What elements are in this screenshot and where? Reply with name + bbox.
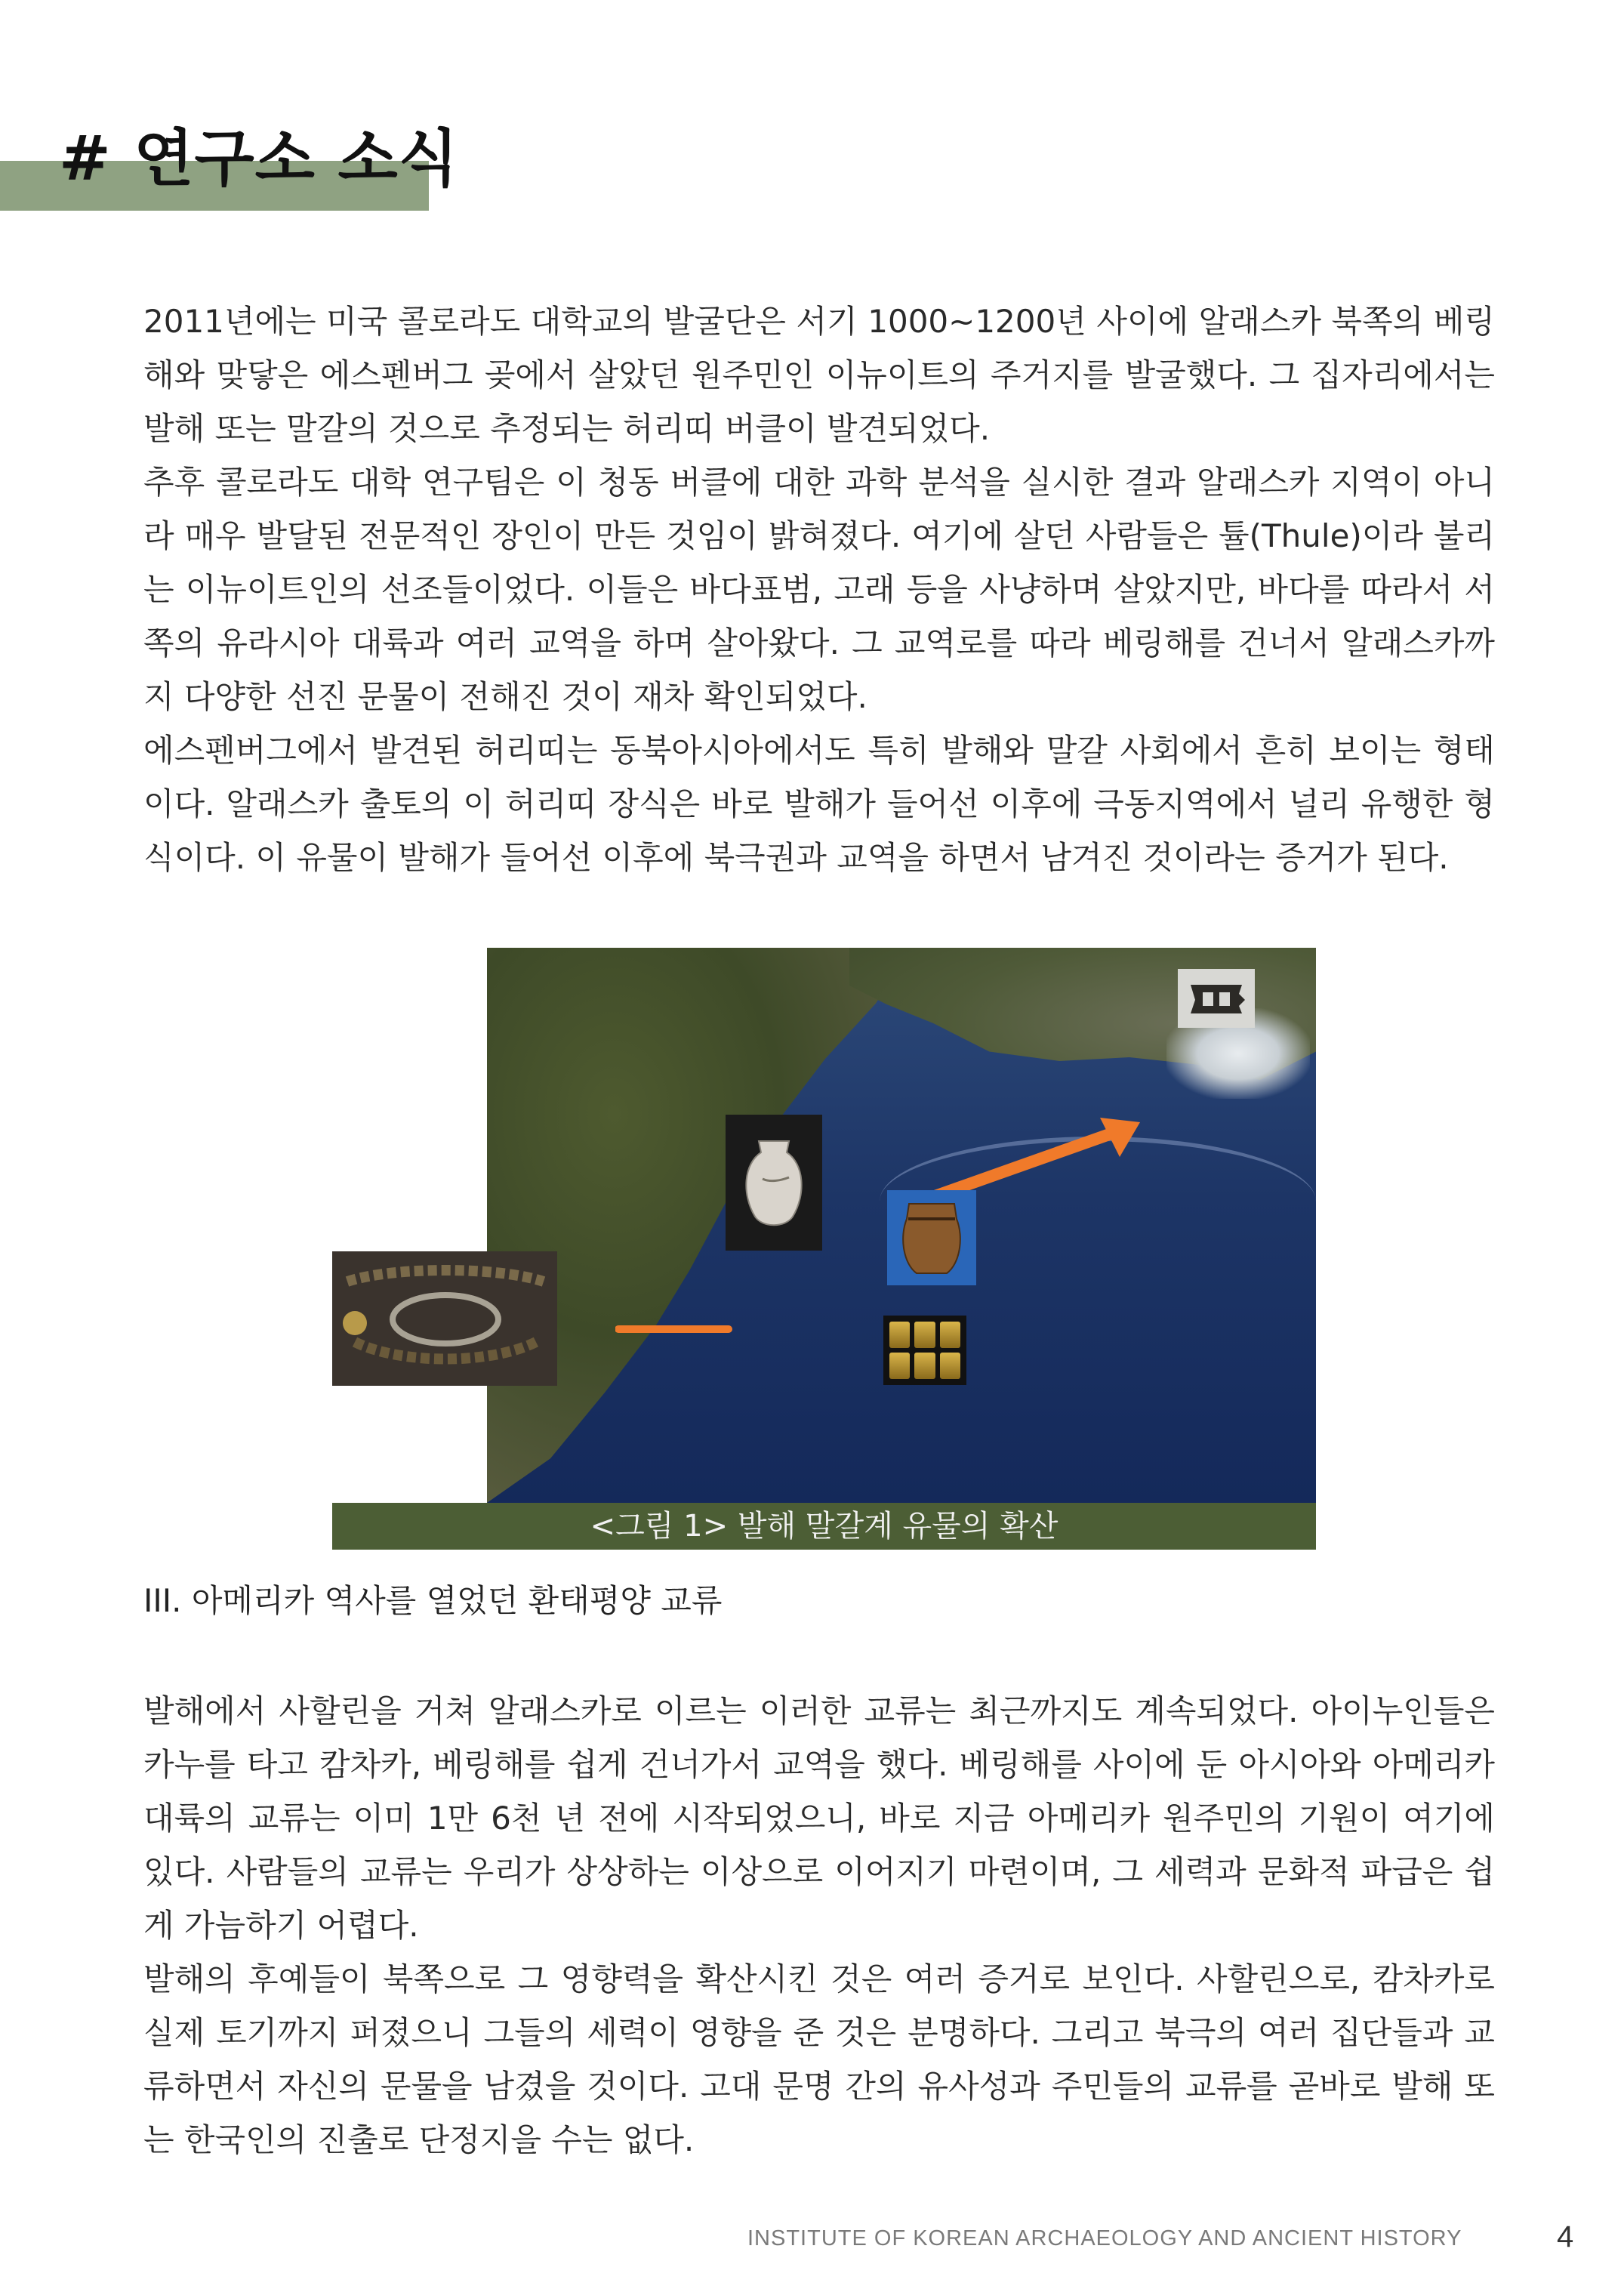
belt-plaque: [889, 1322, 910, 1348]
page-number: 4: [1557, 2220, 1574, 2253]
necklace-icon: [332, 1251, 557, 1386]
belt-plaque: [940, 1322, 960, 1348]
jar-icon: [740, 1134, 808, 1232]
belt-plaque: [940, 1353, 960, 1379]
body-paragraph-2: 추후 콜로라도 대학 연구팀은 이 청동 버클에 대한 과학 분석을 실시한 결과 알래스카 지역이 아니라 매우 발달된 전문적인 장인이 만든 것임이 밝혀졌다. 여기에 살던 사람들은 튤(Thule)이라 불리는 이뉴이트인의 선조들이었다. 이들은 바다표범, 고래 등을 사냥하며 살았지만, 바다를 따라서 서쪽의 유라시아 대륙과 여러 교역을 하며 살아왔다. 그 교역로를 따라 베링해를 건너서 알래스카까지 다양한 선진 문물이 전해진 것이 재차 확인되었다.: [143, 464, 1495, 715]
map-image: [487, 948, 1316, 1503]
necklace-photo: [332, 1251, 557, 1386]
body-paragraph-5: 발해의 후예들이 북쪽으로 그 영향력을 확산시킨 것은 여러 증거로 보인다. 사할린으로, 캄차카로 실제 토기까지 퍼졌으니 그들의 세력이 영향을 준 것은 분명하다. 그리고 북극의 여러 집단들과 교류하면서 자신의 문물을 남겼을 것이다. 고대 문명 간의 유사성과 주민들의 교류를 곧바로 발해 또는 한국인의 진출로 단정지을 수는 없다.: [143, 1960, 1495, 2158]
body-paragraph-1: 2011년에는 미국 콜로라도 대학교의 발굴단은 서기 1000~1200년 사이에 알래스카 북쪽의 베링해와 맞닿은 에스펜버그 곶에서 살았던 원주민인 이뉴이트의 주거지를 발굴했다. 그 집자리에서는 발해 또는 말갈의 것으로 추정되는 허리띠 버클이 발견되었다.: [143, 303, 1495, 447]
section-heading: III. 아메리카 역사를 열었던 환태평양 교류: [143, 1582, 723, 1619]
body-paragraph-3: 에스펜버그에서 발견된 허리띠는 동북아시아에서도 특히 발해와 말갈 사회에서 흔히 보이는 형태이다. 알래스카 출토의 이 허리띠 장식은 바로 발해가 들어선 이후에 극동지역에서 널리 유행한 형식이다. 이 유물이 발해가 들어선 이후에 북극권과 교역을 하면서 남겨진 것이라는 증거가 된다.: [143, 732, 1495, 876]
figure-caption: <그림 1> 발해 말갈계 유물의 확산: [332, 1503, 1316, 1550]
belt-ornament-photo: [883, 1316, 966, 1385]
buckle-icon: [1186, 977, 1247, 1020]
belt-plaque: [914, 1322, 935, 1348]
asia-landmass: [487, 948, 910, 1503]
vessel-icon: [898, 1196, 966, 1279]
arrow-icon: [615, 1318, 736, 1340]
belt-plaque: [889, 1353, 910, 1379]
page-title: # 연구소 소식: [59, 123, 459, 195]
pottery-jar-photo: [726, 1115, 822, 1251]
buckle-photo: [1178, 969, 1255, 1028]
footer-institute-name: INSTITUTE OF KOREAN ARCHAEOLOGY AND ANCIENT HISTORY: [747, 2226, 1462, 2250]
figure-1: [332, 948, 1316, 1550]
pottery-vessel-photo: [887, 1190, 976, 1285]
body-paragraph-4: 발해에서 사할린을 거쳐 알래스카로 이르는 이러한 교류는 최근까지도 계속되었다. 아이누인들은 카누를 타고 캄차카, 베링해를 쉽게 건너가서 교역을 했다. 베링해를 사이에 둔 아시아와 아메리카 대륙의 교류는 이미 1만 6천 년 전에 시작되었으니, 바로 지금 아메리카 원주민의 기원이 여기에 있다. 사람들의 교류는 우리가 상상하는 이상으로 이어지기 마련이며, 그 세력과 문화적 파급은 쉽게 가늠하기 어렵다.: [143, 1692, 1495, 1944]
belt-plaque: [914, 1353, 935, 1379]
